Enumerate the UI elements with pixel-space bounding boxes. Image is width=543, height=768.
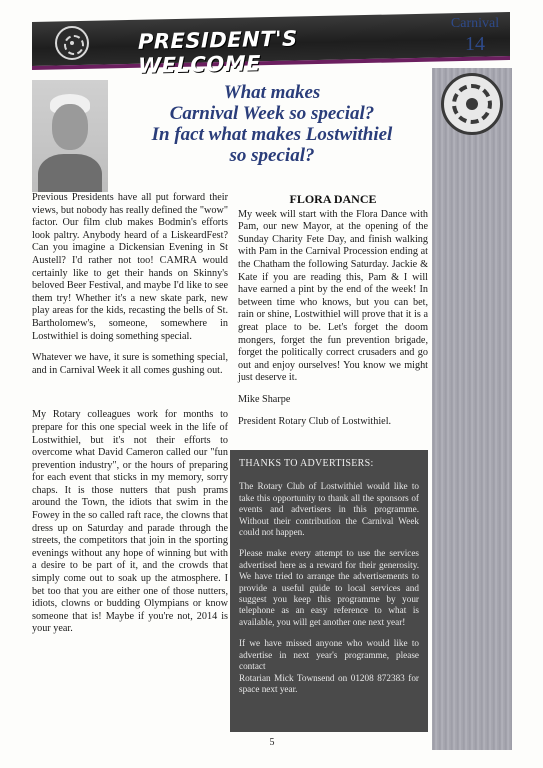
advertisers-contact: Rotarian Mick Townsend on 01208 872383 for space next year.: [239, 672, 419, 694]
advertisers-box: [230, 450, 428, 732]
flora-dance-heading: FLORA DANCE: [289, 192, 377, 206]
left-paragraph-2: Whatever we have, it sure is something special, and in Carnival Week it all comes gushing out.: [32, 352, 228, 376]
rotary-international-logo-icon: [441, 73, 503, 135]
rotary-wheel-hub: [466, 98, 478, 110]
article-headline: [112, 82, 432, 166]
portrait-body: [38, 154, 102, 192]
signature-role: President Rotary Club of Lostwithiel.: [238, 415, 392, 427]
page-number: 5: [269, 737, 275, 748]
advertisers-paragraph-2: Please make every attempt to use the services advertised here as a reward for their generosity. We have tried to arrange the advertisements to provide a useful guide to local services and suggest you keep this programme by your telephone as an easy reference to what is available, you will get another one next year!: [239, 548, 419, 627]
right-column: [238, 193, 428, 437]
section-label: Carnival: [450, 16, 500, 31]
headline-line-1: What makes: [223, 82, 321, 103]
left-paragraph-3: My Rotary colleagues work for months to prepare for this one special week in the life of Lostwithiel, but it's not their efforts to overcome what David Cameron called our "fun prevention industry", or the hours of preparing for each event that sticks in my memory, sorry chaps. It is those nutters that push prams around the Town, the idiots that swim in the Fowey in the so called raft race, the clowns that dress up on Saturday and parade through the streets, the competitors that join in the sporting evenings without any hope of winning but with a desire to be part of it, and the crowds that simply come out to soak up the atmosphere. I bet too that you are either one of those nutters, idiots, clowns or budding Olympians or know someone that is! Maybe if you're not, 2014 is your year.: [32, 409, 228, 635]
headline-line-2: Carnival Week so special?: [169, 103, 375, 124]
portrait-face: [52, 104, 88, 150]
advertisers-heading: THANKS TO ADVERTISERS:: [239, 458, 374, 469]
rotary-wheel-icon: [55, 26, 89, 60]
advertisers-paragraph-1: The Rotary Club of Lostwithiel would like to take this opportunity to thank all the sponsors of events and advertisers in this programme. Without their contribution the Carnival Week could not happen.: [239, 481, 419, 538]
headline-line-4: so special?: [229, 145, 315, 166]
president-portrait: [32, 80, 108, 192]
left-paragraph-1: Previous Presidents have all put forward their views, but nobody has really defined the "wow" factor. Our film club makes Bodmin's efforts look paltry. Anybody heard of a LiskeardFest? Can you imagine a Dickensian Evening in St Austell? I'd rather not too! CAMRA would certainly like to get their hands on Skinny's beloved Beer Festival, and maybe I'd like to see them try! Whether it's a new skate park, new play areas for the kids, recasting the bells of St. Bartholomew's, someone, somewhere in Lostwithiel is doing something special.: [32, 192, 228, 342]
section-number: 14: [465, 33, 485, 55]
headline-line-3: In fact what makes Lostwithiel: [151, 124, 393, 145]
right-paragraph-1: My week will start with the Flora Dance with Pam, our new Mayor, at the opening of the Sunday Charity Fete Day, and finish walking with Pam in the Carnival Procession ending at the Chatham the following Saturday. Jackie & Kate if you are reading this, Pam & I will have earned a pint by the end of the week! In between time who knows, but you can bet, rain or shine, Lostwithiel will prove that it is a great place to be. Let's forget the doom mongers, forget the fun prevention brigade, forget the politically correct crusaders and go out and enjoy ourselves! You know we might just deserve it.: [238, 208, 428, 384]
decorative-side-strip: [432, 68, 512, 750]
advertisers-paragraph-3: If we have missed anyone who would like to advertise in next year's programme, please contact: [239, 638, 419, 672]
page-title: PRESIDENT'S WELCOME: [138, 26, 298, 78]
signature-name: Mike Sharpe: [238, 393, 291, 405]
left-column: [32, 192, 228, 645]
